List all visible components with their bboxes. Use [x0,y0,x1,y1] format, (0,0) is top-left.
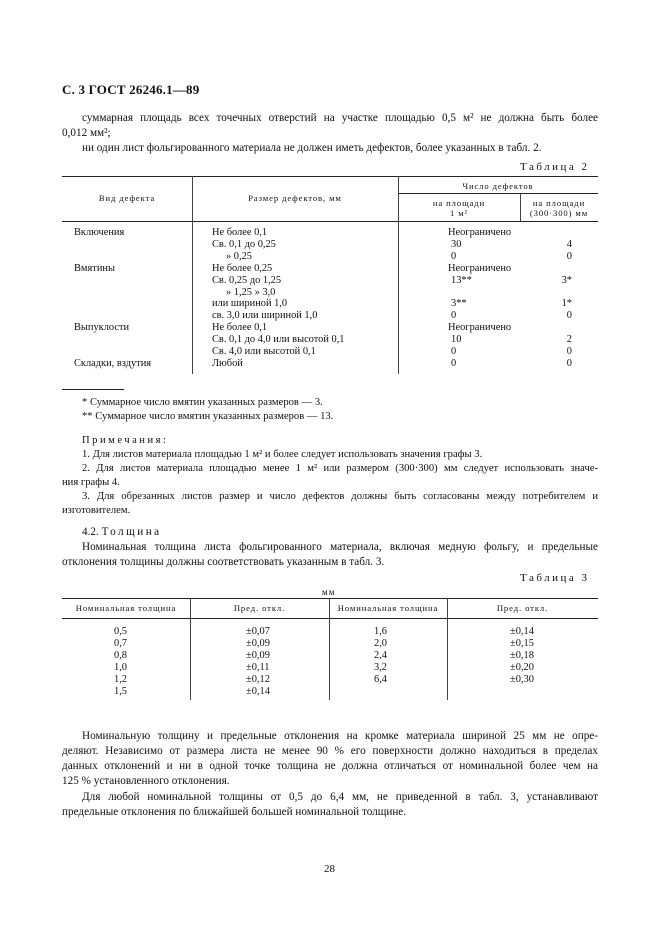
table2-cell-size: св. 3,0 или шириной 1,0 [212,310,318,322]
footnote-2: ** Суммарное число вмятин указанных размеров — 13. [82,411,334,422]
table2-cell-size: Св. 4,0 или высотой 0,1 [212,346,316,357]
table2-cell-size: Не более 0,25 [212,262,273,274]
table2-head-rule [62,221,598,222]
section-4-2-line-1: Номинальная толщина листа фольгированного материала, включая медную фольгу, и предельные [82,541,598,553]
table2-cell-size: Св. 0,25 до 1,25 [212,274,282,286]
table3-top-rule [62,598,598,599]
section-4-2-number: 4.2. [82,526,99,538]
table2-cell-count-1m: 10 [451,334,462,346]
table3-cell-nominal: 2,0 [374,637,387,649]
table2-cell-count-1m: 30 [451,238,462,250]
para2-line-2: предельные отклонения по ближайшей большей номинальной толщине. [62,806,407,818]
table3-divider-2 [329,598,330,700]
table3-cell-nominal: 0,8 [114,649,127,661]
table2-cell-defect: Включения [74,227,125,238]
footnote-1: * Суммарное число вмятин указанных размеров — 3. [82,397,323,408]
table2-cell-size: Не более 0,1 [212,227,268,238]
table2-cell-count-300: 1* [561,298,572,310]
para1-line-4: 125 % установленного отклонения. [62,775,230,787]
intro-line-3: ни один лист фольгированного материала не должен иметь дефектов, более указанных в табл. 2. [82,142,542,154]
table2-head-area-1m-unit: 1 м² [449,208,469,218]
table2-cell-size: Любой [212,357,243,369]
table3-head-dev-right: Пред. откл. [496,603,549,613]
table3-divider-3 [447,598,448,700]
para1-line-1: Номинальную толщину и предельные отклонения на кромке материала шириной 25 мм не опре- [82,730,598,742]
table2-cell-size: Св. 0,1 до 0,25 [212,238,276,250]
note-3-line-2: изготовителем. [62,505,131,516]
table2-cell-count-300: 4 [566,238,572,250]
table3-cell-deviation: ±0,15 [510,637,534,649]
table2-head-defect: Вид дефекта [98,193,156,203]
table2-caption: Таблица 2 [520,161,590,173]
table2-cell-count-300: 0 [566,250,572,262]
table2-cell-count-1m: 3** [451,298,467,310]
table2-head-area-1m: на площади [432,198,486,208]
table2-cell-size: или шириной 1,0 [212,298,288,310]
table3-cell-deviation: ±0,12 [246,673,270,685]
note-2-line-1: 2. Для листов материала площадью менее 1 м² или размером (300·300) мм следует использовать значе- [82,463,598,474]
table2-cell-count-300: 0 [566,346,572,357]
table2-cell-count-300: 3* [561,274,572,286]
table3-cell-deviation: ±0,07 [246,626,270,637]
footnote-rule [62,389,124,390]
para1-line-2: деляют. Независимо от размера листа не менее 90 % его поверхности должно находиться в пределах [62,745,598,757]
table2-cell-count-1m: 0 [451,310,457,322]
table2-cell-count-300: 0 [566,310,572,322]
notes-title: Примечания: [82,435,169,446]
para1-line-3: данных отклонений и ни в одной точке толщина не должна отличаться от номинальной более чем на [62,760,598,772]
section-4-2-heading [82,525,162,540]
page-header: С. 3 ГОСТ 26246.1—89 [62,82,200,97]
table2-cell-size: » 0,25 [226,250,252,262]
table3-cell-deviation: ±0,30 [510,673,534,685]
table3-divider-1 [190,598,191,700]
table2-cell-size: » 1,25 » 3,0 [226,286,276,298]
section-4-2-title: Толщина [101,526,162,538]
table2-top-rule [62,176,598,177]
table3-cell-deviation: ±0,20 [510,661,534,673]
table3-cell-deviation: ±0,09 [246,649,270,661]
table2-cell-unlimited: Неограничено [448,322,512,334]
table2-cell-size: Не более 0,1 [212,322,268,334]
table2-cell-size: Св. 0,1 до 4,0 или высотой 0,1 [212,334,345,346]
note-3-line-1: 3. Для обрезанных листов размер и число дефектов должны быть согласованы между потребителем и [82,491,598,502]
table2-cell-count-1m: 0 [451,346,457,357]
table3-cell-nominal: 1,5 [114,685,127,697]
table2-cell-defect: Вмятины [74,262,115,274]
note-2-line-2: ния графы 4. [62,477,120,488]
table2-head-area-300-unit: (300·300) мм [529,208,589,218]
table2-cell-count-1m: 0 [451,250,457,262]
table2-head-area-300: на площади [532,198,586,208]
table3-head-nominal-left: Номинальная толщина [75,603,177,613]
table2-cell-count-1m: 13** [451,274,472,286]
table3-cell-deviation: ±0,11 [246,661,270,673]
intro-line-1: суммарная площадь всех точечных отверстий на участке площадью 0,5 м² не должна быть более [82,112,598,124]
table3-cell-deviation: ±0,14 [246,685,270,697]
section-4-2-line-2: отклонения толщины должны соответствовать указанным в табл. 3. [62,556,385,568]
table2-cell-unlimited: Неограничено [448,227,512,238]
table3-cell-nominal: 3,2 [374,661,387,673]
table3-head-rule [62,618,598,619]
table3-cell-nominal: 0,5 [114,626,127,637]
table2-cell-unlimited: Неограничено [448,262,512,274]
table2-head-count: Число дефектов [462,181,534,191]
table3-cell-deviation: ±0,09 [246,637,270,649]
page-number: 28 [324,863,335,875]
table3-cell-deviation: ±0,18 [510,649,534,661]
table2-cell-defect: Выпуклости [74,322,130,334]
table3-cell-nominal: 1,0 [114,661,127,673]
table3-head-nominal-right: Номинальная толщина [337,603,439,613]
table3-head-dev-left: Пред. откл. [233,603,286,613]
table3-cell-nominal: 1,2 [114,673,127,685]
table3-cell-nominal: 6,4 [374,673,387,685]
table3-caption: Таблица 3 [520,572,590,584]
table3-cell-nominal: 0,7 [114,637,127,649]
table3-cell-deviation: ±0,14 [510,626,534,637]
table3-cell-nominal: 2,4 [374,649,387,661]
table2-cell-count-1m: 0 [451,357,457,369]
note-1: 1. Для листов материала площадью 1 м² и более следует использовать значения графы 3. [82,449,483,460]
table2-cell-defect: Складки, вздутия [74,357,152,369]
table3-unit: мм [322,587,336,597]
table3-cell-nominal: 1,6 [374,626,387,637]
para2-line-1: Для любой номинальной толщины от 0,5 до 6,4 мм, не приведенной в табл. 3, устанавливают [82,791,598,803]
table2-head-size: Размер дефектов, мм [248,193,342,203]
table2-cell-count-300: 2 [566,334,572,346]
table2-divider-1 [192,176,193,374]
table2-subhead-rule [398,193,598,194]
table2-cell-count-300: 0 [566,357,572,369]
intro-line-2: 0,012 мм²; [62,127,111,139]
